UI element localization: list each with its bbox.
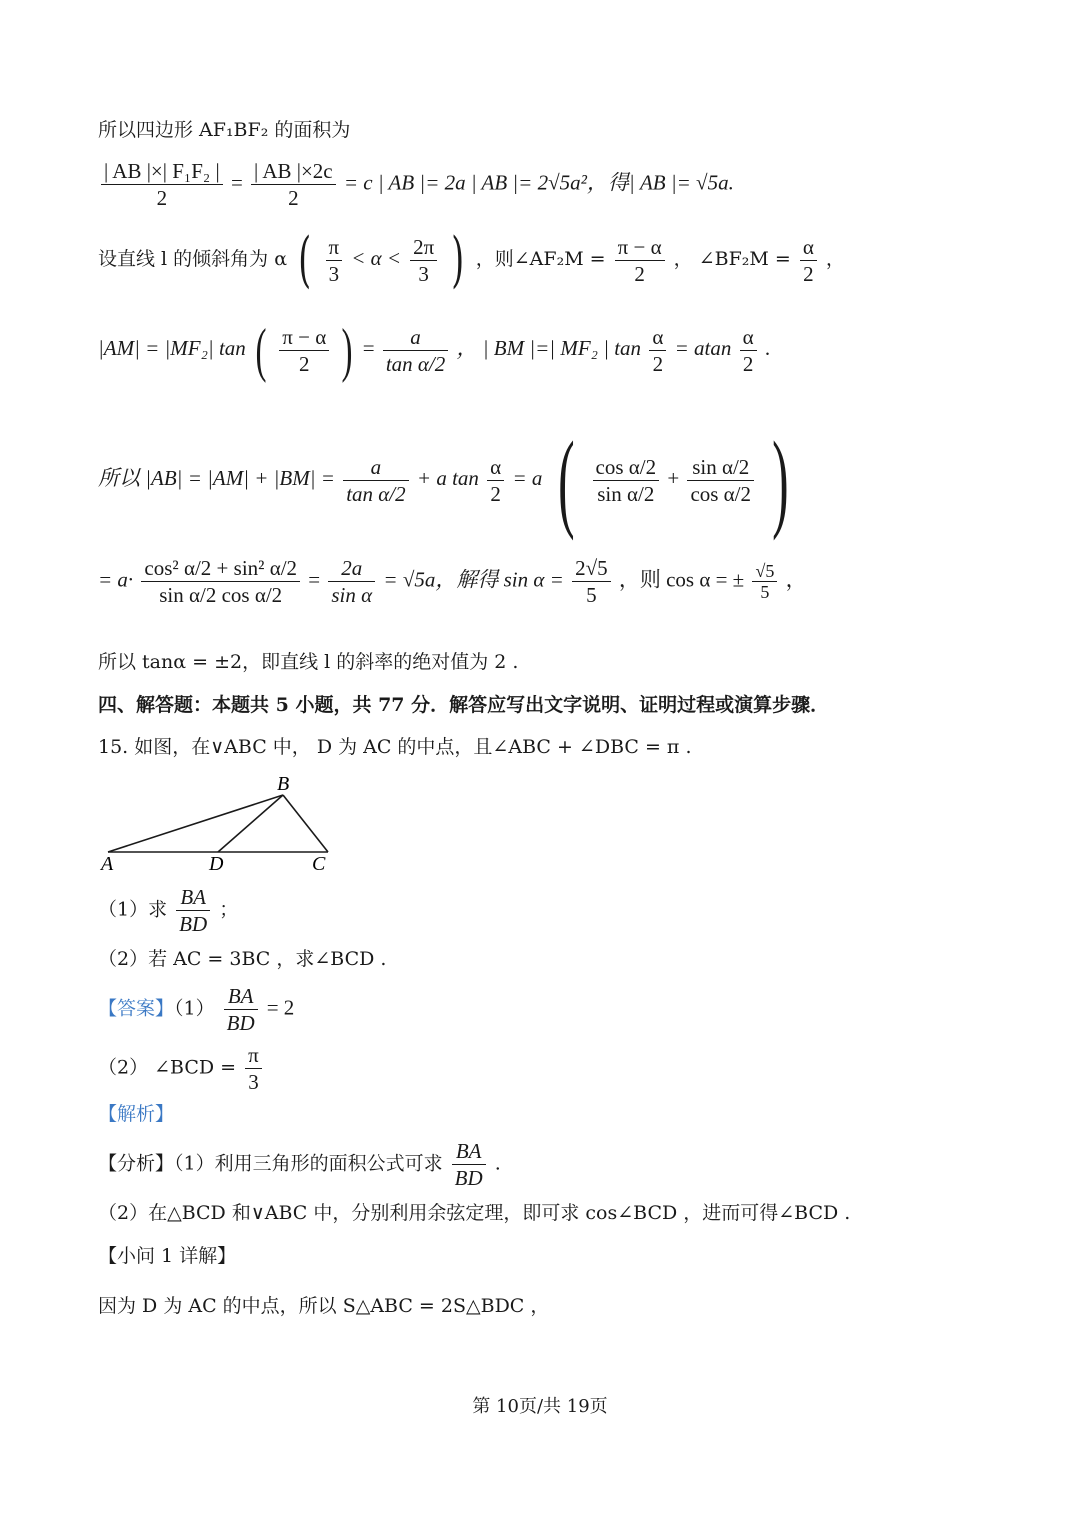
heading-text: 【小问 1 详解】 xyxy=(98,1245,237,1267)
inequality: < α < xyxy=(351,246,402,270)
numerator: 2a xyxy=(328,555,375,582)
fraction xyxy=(251,158,336,211)
numerator: BA xyxy=(452,1138,486,1165)
numerator: π − α xyxy=(279,324,329,351)
numerator: √5 xyxy=(752,561,777,582)
equation-text: ，则 cos α = ± xyxy=(618,567,745,592)
denominator: 3 xyxy=(418,261,429,286)
denominator: 3 xyxy=(328,261,340,286)
punctuation: . xyxy=(494,1152,501,1175)
equation-line xyxy=(98,317,771,383)
fraction xyxy=(383,324,448,377)
label-a: A xyxy=(101,853,114,875)
punctuation: ， xyxy=(785,567,807,592)
fraction xyxy=(800,234,817,287)
section-heading xyxy=(98,692,829,718)
punctuation: ， xyxy=(825,248,845,270)
answer-tag: 【答案】 xyxy=(98,997,175,1020)
sub-heading xyxy=(98,1243,236,1269)
line-text: 因为 D 为 AC 的中点，所以 S△ABC = 2S△BDC ， xyxy=(98,1295,550,1317)
equation-text: = √5a，解得 sin α = xyxy=(383,567,564,592)
numerator: cos² α/2 + sin² α/2 xyxy=(141,555,300,582)
question-part xyxy=(98,946,386,972)
fraction xyxy=(410,234,437,287)
numerator: a xyxy=(383,324,448,351)
fraction xyxy=(141,555,300,608)
equation-text: 所以 |AB| = |AM| + |BM| = xyxy=(98,465,335,490)
equation-line xyxy=(98,419,799,541)
text-line xyxy=(98,1293,549,1319)
numerator: α xyxy=(649,324,666,351)
punctuation: . xyxy=(764,335,771,360)
analysis-line xyxy=(98,1200,850,1226)
denominator: BD xyxy=(226,1011,255,1035)
heading-text: 四、解答题：本题共 5 小题，共 77 分．解答应写出文字说明、证明过程或演算步骤． xyxy=(98,694,830,716)
denominator: sin α xyxy=(331,583,373,607)
line-text: （2）在△BCD 和∨ABC 中，分别利用余弦定理，即可求 cos∠BCD ，进而可得∠BCD . xyxy=(98,1202,851,1224)
fraction xyxy=(279,324,329,377)
numerator: 2π xyxy=(410,234,437,261)
numerator: α xyxy=(487,454,504,481)
fraction xyxy=(752,561,777,602)
numerator: α xyxy=(800,234,817,261)
fraction xyxy=(176,884,210,937)
numerator: cos α/2 xyxy=(593,454,660,481)
fraction xyxy=(487,454,504,507)
denominator: 5 xyxy=(586,583,597,607)
equation-text: = a xyxy=(512,465,543,490)
denominator: BD xyxy=(454,1166,483,1190)
answer-line xyxy=(98,1042,265,1095)
paren-left: ( xyxy=(298,225,312,295)
punctuation: ； xyxy=(219,898,239,921)
equation-text: = 2 xyxy=(266,995,295,1020)
line-text: 所以 tanα = ±2，即直线 l 的斜率的绝对值为 2 . xyxy=(98,651,519,673)
fraction xyxy=(452,1138,486,1191)
numerator: sin α/2 xyxy=(687,454,754,481)
line-text: 设直线 l 的倾斜角为 α xyxy=(98,248,288,270)
line-text: ，则∠AF₂M = xyxy=(475,248,606,270)
fraction xyxy=(326,234,343,287)
fraction xyxy=(224,983,258,1036)
text-line xyxy=(98,649,518,675)
numerator: BA xyxy=(176,884,210,911)
line-text: 【分析】（1）利用三角形的面积公式可求 xyxy=(98,1152,443,1175)
denominator: BD xyxy=(179,912,208,936)
denominator: 2 xyxy=(803,261,814,286)
denominator: sin α/2 cos α/2 xyxy=(159,583,283,607)
numerator: | AB |×2c xyxy=(251,158,336,185)
fraction xyxy=(740,324,757,377)
line-text: （2） ∠BCD = xyxy=(98,1056,237,1079)
denominator: cos α/2 xyxy=(690,481,752,506)
equals: = xyxy=(308,567,321,592)
text-line xyxy=(98,117,350,143)
denominator: 2 xyxy=(490,481,501,506)
equation-text: |AM| = |MF₂| tan xyxy=(98,335,246,360)
label-d: D xyxy=(209,853,224,875)
equation-text: ， | BM |=| MF₂ | tan xyxy=(456,335,642,360)
numerator: BA xyxy=(224,983,258,1010)
equals: = xyxy=(230,170,243,195)
equation-text: = a· xyxy=(98,567,134,592)
label-b: B xyxy=(277,773,290,795)
line-text: ， ∠BF₂M = xyxy=(673,248,791,270)
plus: + xyxy=(667,465,680,490)
fraction xyxy=(101,158,223,211)
numerator: π xyxy=(326,234,343,261)
equation-line xyxy=(98,555,807,608)
numerator: | AB |×| F₁F₂ | xyxy=(101,158,223,185)
paren-left: ( xyxy=(557,419,575,541)
paren-left: ( xyxy=(255,317,267,383)
analysis-line xyxy=(98,1138,501,1191)
denominator: 2 xyxy=(288,186,299,210)
equation-text: = atan xyxy=(674,335,732,360)
numerator: π xyxy=(245,1042,262,1069)
denominator: 2 xyxy=(634,261,645,286)
fraction xyxy=(649,324,666,377)
denominator: tan α/2 xyxy=(385,351,446,376)
answer-line xyxy=(98,983,294,1036)
fraction xyxy=(572,555,611,608)
fraction xyxy=(615,234,665,287)
denominator: 2 xyxy=(299,351,310,376)
equation-line xyxy=(98,158,734,211)
numerator: π − α xyxy=(615,234,665,261)
paren-right: ) xyxy=(772,419,789,541)
question-text xyxy=(98,734,692,760)
denominator: 2 xyxy=(742,351,754,376)
fraction xyxy=(593,454,660,507)
denominator: 2 xyxy=(156,186,168,210)
text-line xyxy=(98,225,845,295)
line-text: （1）求 xyxy=(98,898,168,921)
fraction xyxy=(343,454,408,507)
fraction xyxy=(328,555,375,608)
numerator: α xyxy=(740,324,757,351)
triangle-figure xyxy=(95,772,345,877)
line-text: 15. 如图，在∨ABC 中， D 为 AC 的中点，且∠ABC + ∠DBC = π . xyxy=(98,736,692,758)
page-footer: 第 10页/共 19页 xyxy=(472,1396,608,1417)
equation-rest: = c | AB |= 2a | AB |= 2√5a²，得| AB |= √5a. xyxy=(343,170,734,195)
equation-text: + a tan xyxy=(416,465,479,490)
line-text: （1） xyxy=(174,997,215,1020)
denominator: 2 xyxy=(652,351,664,376)
numerator: 2√5 xyxy=(572,555,611,582)
fraction xyxy=(245,1042,262,1095)
question-part xyxy=(98,884,238,937)
equals: = xyxy=(362,335,375,360)
denominator: sin α/2 xyxy=(597,481,655,506)
paren-right: ) xyxy=(341,317,353,383)
denominator: tan α/2 xyxy=(346,481,406,506)
label-c: C xyxy=(312,853,326,875)
denominator: 3 xyxy=(248,1070,259,1094)
fraction xyxy=(687,454,754,507)
paren-right: ) xyxy=(451,225,465,295)
line-text: （2）若 AC = 3BC ，求∠BCD . xyxy=(98,948,387,970)
denominator: 5 xyxy=(760,582,770,602)
analysis-tag xyxy=(98,1101,174,1127)
numerator: a xyxy=(343,454,408,481)
line-text: 所以四边形 AF₁BF₂ 的面积为 xyxy=(98,119,351,141)
tag-text: 【解析】 xyxy=(98,1103,175,1125)
